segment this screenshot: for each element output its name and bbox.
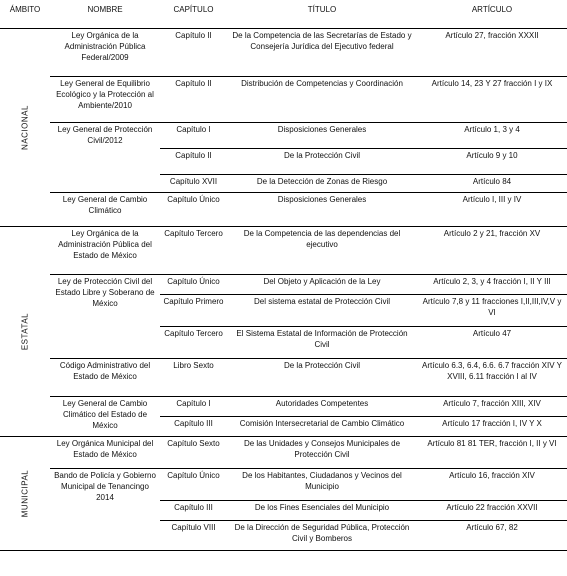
scope-estatal: ESTATAL bbox=[0, 226, 50, 436]
row-titulo: Autoridades Competentes bbox=[227, 396, 417, 416]
table-row bbox=[0, 436, 567, 468]
row-capitulo: Capítulo II bbox=[160, 28, 227, 76]
table-row bbox=[0, 192, 567, 226]
scope-nacional: NACIONAL bbox=[0, 28, 50, 226]
row-capitulo: Capítulo III bbox=[160, 500, 227, 520]
row-articulo: Artículo 7,8 y 11 fracciones I,II,III,IV,V y VI bbox=[417, 294, 567, 326]
row-articulo: Artículo 7, fracción XIII, XIV bbox=[417, 396, 567, 416]
row-articulo: Artículo 17 fracción I, IV Y X bbox=[417, 416, 567, 436]
row-titulo: De la Detección de Zonas de Riesgo bbox=[227, 174, 417, 192]
row-articulo: Artículo 47 bbox=[417, 326, 567, 358]
row-articulo: Artículo 16, fracción XIV bbox=[417, 468, 567, 500]
row-articulo: Artículo 2, 3, y 4 fracción I, II Y III bbox=[417, 274, 567, 294]
row-capitulo: Capítulo Tercero bbox=[160, 226, 227, 274]
row-capitulo: Capítulo Único bbox=[160, 192, 227, 226]
table-row bbox=[0, 226, 567, 274]
row-articulo: Artículo 22 fracción XXVII bbox=[417, 500, 567, 520]
row-articulo: Artículo 67, 82 bbox=[417, 520, 567, 550]
row-titulo: Distribución de Competencias y Coordinación bbox=[227, 76, 417, 122]
header-ambito: ÁMBITO bbox=[0, 0, 50, 28]
row-capitulo: Capítulo I bbox=[160, 396, 227, 416]
row-capitulo: Capítulo III bbox=[160, 416, 227, 436]
row-titulo: Disposiciones Generales bbox=[227, 122, 417, 148]
row-nombre: Ley General de Protección Civil/2012 bbox=[50, 122, 160, 192]
row-titulo: De la Competencia de las Secretarías de Estado y Consejería Jurídica del Ejecutivo federal bbox=[227, 28, 417, 76]
row-capitulo: Capítulo XVII bbox=[160, 174, 227, 192]
row-nombre: Ley General de Cambio Climático bbox=[50, 192, 160, 226]
row-articulo: Artículo 9 y 10 bbox=[417, 148, 567, 174]
row-titulo: De la Competencia de las dependencias del ejecutivo bbox=[227, 226, 417, 274]
header-titulo: TÍTULO bbox=[227, 0, 417, 28]
row-titulo: De las Unidades y Consejos Municipales de Protección Civil bbox=[227, 436, 417, 468]
row-capitulo: Capítulo Tercero bbox=[160, 326, 227, 358]
row-nombre: Ley de Protección Civil del Estado Libre y Soberano de México bbox=[50, 274, 160, 358]
table-row bbox=[0, 396, 567, 416]
row-capitulo: Capítulo Sexto bbox=[160, 436, 227, 468]
row-articulo: Artículo 2 y 21, fracción XV bbox=[417, 226, 567, 274]
row-capitulo: Libro Sexto bbox=[160, 358, 227, 396]
row-nombre: Bando de Policía y Gobierno Municipal de Tenancingo 2014 bbox=[50, 468, 160, 550]
row-titulo: Del sistema estatal de Protección Civil bbox=[227, 294, 417, 326]
row-articulo: Artículo 81 81 TER, fracción I, II y VI bbox=[417, 436, 567, 468]
row-capitulo: Capítulo Único bbox=[160, 274, 227, 294]
row-capitulo: Capítulo Primero bbox=[160, 294, 227, 326]
row-articulo: Artículo 1, 3 y 4 bbox=[417, 122, 567, 148]
row-nombre: Ley General de Equilibrio Ecológico y la Protección al Ambiente/2010 bbox=[50, 76, 160, 122]
table-row bbox=[0, 122, 567, 148]
row-nombre: Ley Orgánica de la Administración Pública del Estado de México bbox=[50, 226, 160, 274]
row-articulo: Artículo 14, 23 Y 27 fracción I y IX bbox=[417, 76, 567, 122]
header-nombre: NOMBRE bbox=[50, 0, 160, 28]
row-articulo: Artículo I, III y IV bbox=[417, 192, 567, 226]
row-articulo: Artículo 6.3, 6.4, 6.6. 6.7 fracción XIV Y XVIII, 6.11 fracción I al IV bbox=[417, 358, 567, 396]
row-titulo: Del Objeto y Aplicación de la Ley bbox=[227, 274, 417, 294]
row-nombre: Ley Orgánica Municipal del Estado de México bbox=[50, 436, 160, 468]
scope-municipal: MUNICIPAL bbox=[0, 436, 50, 550]
row-nombre: Ley Orgánica de la Administración Pública Federal/2009 bbox=[50, 28, 160, 76]
table-row bbox=[0, 28, 567, 76]
table-row bbox=[0, 468, 567, 500]
row-titulo: De la Dirección de Seguridad Pública, Protección Civil y Bomberos bbox=[227, 520, 417, 550]
row-titulo: El Sistema Estatal de Información de Protección Civil bbox=[227, 326, 417, 358]
table-row bbox=[0, 358, 567, 396]
row-titulo: Comisión Intersecretarial de Cambio Climático bbox=[227, 416, 417, 436]
row-titulo: Disposiciones Generales bbox=[227, 192, 417, 226]
row-capitulo: Capítulo I bbox=[160, 122, 227, 148]
header-articulo: ARTÍCULO bbox=[417, 0, 567, 28]
table-row bbox=[0, 274, 567, 294]
row-titulo: De la Protección Civil bbox=[227, 148, 417, 174]
row-nombre: Código Administrativo del Estado de México bbox=[50, 358, 160, 396]
row-capitulo: Capítulo VIII bbox=[160, 520, 227, 550]
row-nombre: Ley General de Cambio Climático del Estado de México bbox=[50, 396, 160, 436]
row-articulo: Artículo 84 bbox=[417, 174, 567, 192]
table-row bbox=[0, 76, 567, 122]
row-articulo: Artículo 27, fracción XXXII bbox=[417, 28, 567, 76]
row-titulo: De los Fines Esenciales del Municipio bbox=[227, 500, 417, 520]
header-capitulo: CAPÍTULO bbox=[160, 0, 227, 28]
row-capitulo: Capítulo II bbox=[160, 148, 227, 174]
row-titulo: De los Habitantes, Ciudadanos y Vecinos del Municipio bbox=[227, 468, 417, 500]
row-capitulo: Capítulo II bbox=[160, 76, 227, 122]
row-titulo: De la Protección Civil bbox=[227, 358, 417, 396]
row-capitulo: Capítulo Único bbox=[160, 468, 227, 500]
